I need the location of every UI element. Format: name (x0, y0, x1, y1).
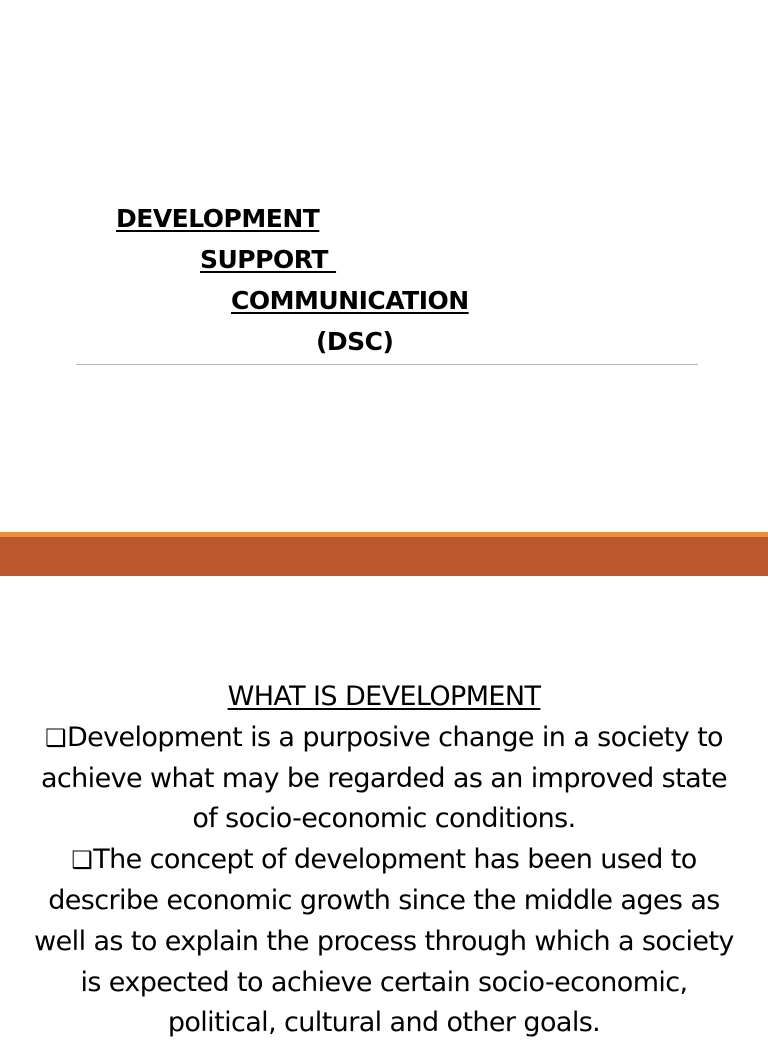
title-line-communication: COMMUNICATION (231, 286, 469, 315)
bullet-item (30, 718, 738, 840)
bullet-text: Development is a purposive change in a society to achieve what may be regarded as an improved state of socio-economic conditions. (40, 721, 728, 835)
title-line-support: SUPPORT (200, 245, 337, 274)
checkbox-square-icon: ❑ (71, 846, 93, 875)
title-divider (76, 364, 698, 365)
bullet-item (30, 840, 738, 1044)
title-line-abbreviation: (DSC) (316, 327, 394, 356)
checkbox-square-icon: ❑ (45, 723, 66, 752)
content-body (30, 677, 738, 1044)
slide-separator-band (0, 537, 768, 576)
slide-heading: WHAT IS DEVELOPMENT (227, 681, 541, 712)
bullet-text: The concept of development has been used to describe economic growth since the middle ages as well as to explain the process through which a society is expected to achieve certain socio-economic, political, cultural and other goals. (34, 844, 734, 1039)
title-line-development: DEVELOPMENT (116, 204, 320, 233)
